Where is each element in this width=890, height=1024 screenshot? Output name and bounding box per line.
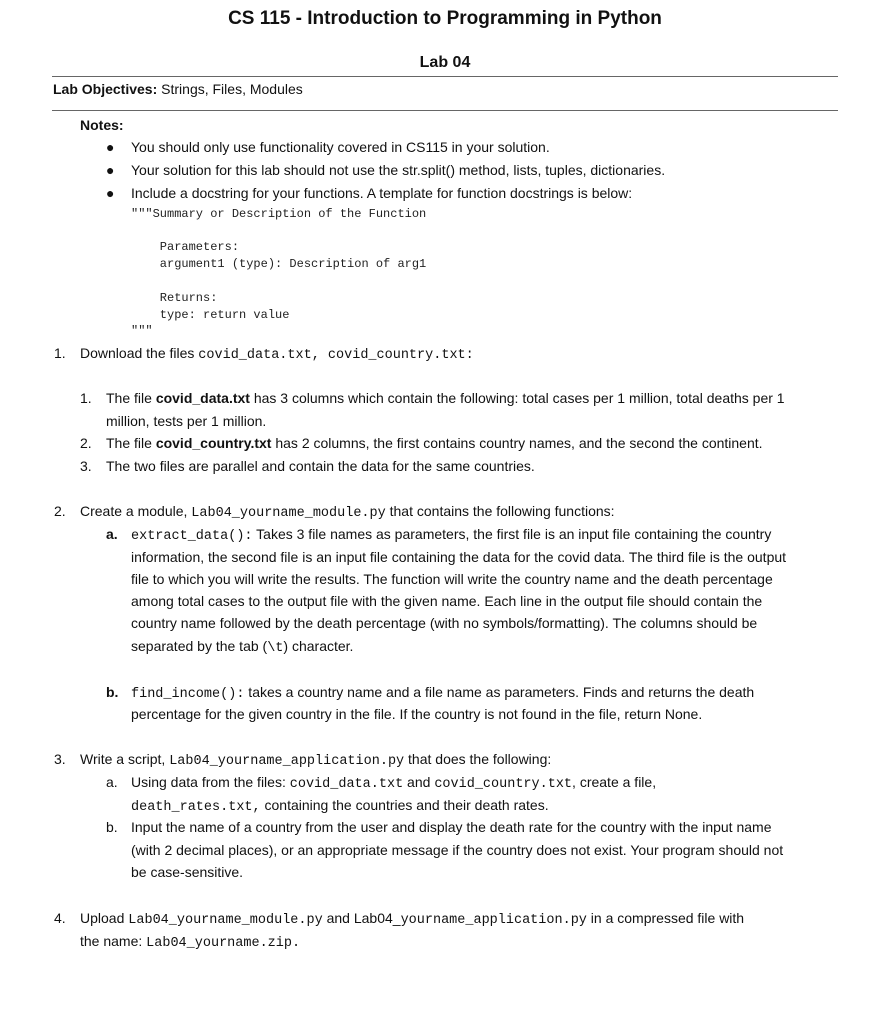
module-filename: Lab04_yourname_module.py xyxy=(191,506,386,521)
lab-subtitle: Lab 04 xyxy=(419,54,471,71)
item-text: has 2 columns, the first contains country names, and the second the continent. xyxy=(271,435,763,451)
desc-line: Input the name of a country from the user and display the death rate for the country with the input name xyxy=(131,819,772,835)
function-name: extract_data(): xyxy=(131,529,253,544)
desc-text: ) character. xyxy=(283,638,354,654)
desc-line: country name followed by the death percentage (with no symbols/formatting). The columns should be xyxy=(131,615,758,631)
subitem-label: b. xyxy=(106,684,119,700)
desc-line: (with 2 decimal places), or an appropriate message if the country does not exist. Your program should not xyxy=(131,842,784,858)
docstring-line: """Summary or Description of the Function xyxy=(131,207,427,221)
desc-line: among total cases to the output file with the given name. Each line in the output file should contain the xyxy=(131,593,763,609)
desc-text: separated by the tab ( xyxy=(131,638,268,654)
subitem-label: a. xyxy=(106,526,118,542)
desc-text: Takes 3 file names as parameters, the first file is an input file containing the country xyxy=(252,526,772,542)
function-name: find_income(): xyxy=(131,687,245,702)
docstring-line: Returns: xyxy=(131,291,218,305)
item-text: The file xyxy=(106,390,156,406)
note-item: You should only use functionality covered in CS115 in your solution. xyxy=(131,139,550,155)
item-filename: covid_country.txt xyxy=(155,435,272,451)
objectives-label: Lab Objectives: xyxy=(53,81,158,97)
desc-text: the name: xyxy=(80,933,147,949)
lab-objectives xyxy=(53,78,303,100)
section1-item xyxy=(106,387,785,409)
tab-char: \t xyxy=(267,641,284,656)
section-number: 1. xyxy=(54,345,66,361)
filename: covid_data.txt xyxy=(289,777,404,792)
script-filename: Lab04_yourname_application.py xyxy=(169,754,405,769)
zip-filename: Lab04_yourname.zip. xyxy=(146,936,301,951)
desc-text: and Lab04_ xyxy=(322,910,401,926)
section2-tail: that contains the following functions: xyxy=(385,503,615,519)
filename: covid_country.txt xyxy=(434,777,573,792)
section1-lead: Download the files xyxy=(80,345,199,361)
bullet-icon: ● xyxy=(106,162,115,178)
section1-files: covid_data.txt, covid_country.txt: xyxy=(198,348,474,363)
desc-line: percentage for the given country in the file. If the country is not found in the file, return None. xyxy=(131,706,703,722)
item-number: 3. xyxy=(80,458,92,474)
desc-text: in a compressed file with xyxy=(586,910,745,926)
objectives-text: Strings, Files, Modules xyxy=(157,81,303,97)
filename: Lab04_yourname_module.py xyxy=(128,913,323,928)
section-number: 3. xyxy=(54,751,66,767)
desc-line: be case-sensitive. xyxy=(131,864,244,880)
section3-a-line xyxy=(131,771,656,796)
section2-lead: Create a module, xyxy=(80,503,192,519)
section1-item xyxy=(106,432,763,454)
bullet-icon: ● xyxy=(106,185,115,201)
note-item: Your solution for this lab should not use the str.split() method, lists, tuples, dictionaries. xyxy=(131,162,666,178)
page-title: CS 115 - Introduction to Programming in Python xyxy=(228,8,662,29)
section-number: 4. xyxy=(54,910,66,926)
filename: yourname_application.py xyxy=(400,913,587,928)
section4-line2 xyxy=(80,930,300,955)
section3-tail: that does the following: xyxy=(404,751,552,767)
filename: death_rates.txt, xyxy=(131,800,261,815)
docstring-line: """ xyxy=(131,324,153,338)
desc-text: Upload xyxy=(80,910,129,926)
top-divider xyxy=(52,76,838,77)
section1-item: The two files are parallel and contain the data for the same countries. xyxy=(106,458,535,474)
section3-text xyxy=(80,748,551,773)
desc-text: and xyxy=(403,774,435,790)
desc-line: information, the second file is an input file containing the data for the covid data. The third file is the output xyxy=(131,549,787,565)
item-text: has 3 columns which contain the following: total cases per 1 million, total deaths per 1 xyxy=(249,390,785,406)
section4-text xyxy=(80,907,744,932)
item-number: 2. xyxy=(80,435,92,451)
section-number: 2. xyxy=(54,503,66,519)
item-text: The file xyxy=(106,435,156,451)
notes-title: Notes: xyxy=(80,117,124,133)
item-number: 1. xyxy=(80,390,92,406)
section3-lead: Write a script, xyxy=(80,751,170,767)
subitem-label: b. xyxy=(106,819,118,835)
subitem-label: a. xyxy=(106,774,118,790)
desc-text: takes a country name and a file name as parameters. Finds and returns the death xyxy=(244,684,755,700)
desc-line xyxy=(131,635,353,660)
docstring-line: type: return value xyxy=(131,308,290,322)
desc-text: Using data from the files: xyxy=(131,774,290,790)
note-item: Include a docstring for your functions. A template for function docstrings is below: xyxy=(131,185,633,201)
desc-text: containing the countries and their death rates. xyxy=(260,797,549,813)
section1-text xyxy=(80,342,474,367)
docstring-line: argument1 (type): Description of arg1 xyxy=(131,257,427,271)
section1-item-cont: million, tests per 1 million. xyxy=(106,413,267,429)
extract-data-desc xyxy=(131,523,771,548)
item-filename: covid_data.txt xyxy=(155,390,250,406)
desc-line: file to which you will write the results. The function will write the country name and the death percentage xyxy=(131,571,773,587)
section2-text xyxy=(80,500,615,525)
desc-text: , create a file, xyxy=(572,774,657,790)
docstring-line: Parameters: xyxy=(131,240,240,254)
objectives-divider xyxy=(52,110,838,111)
bullet-icon: ● xyxy=(106,139,115,155)
